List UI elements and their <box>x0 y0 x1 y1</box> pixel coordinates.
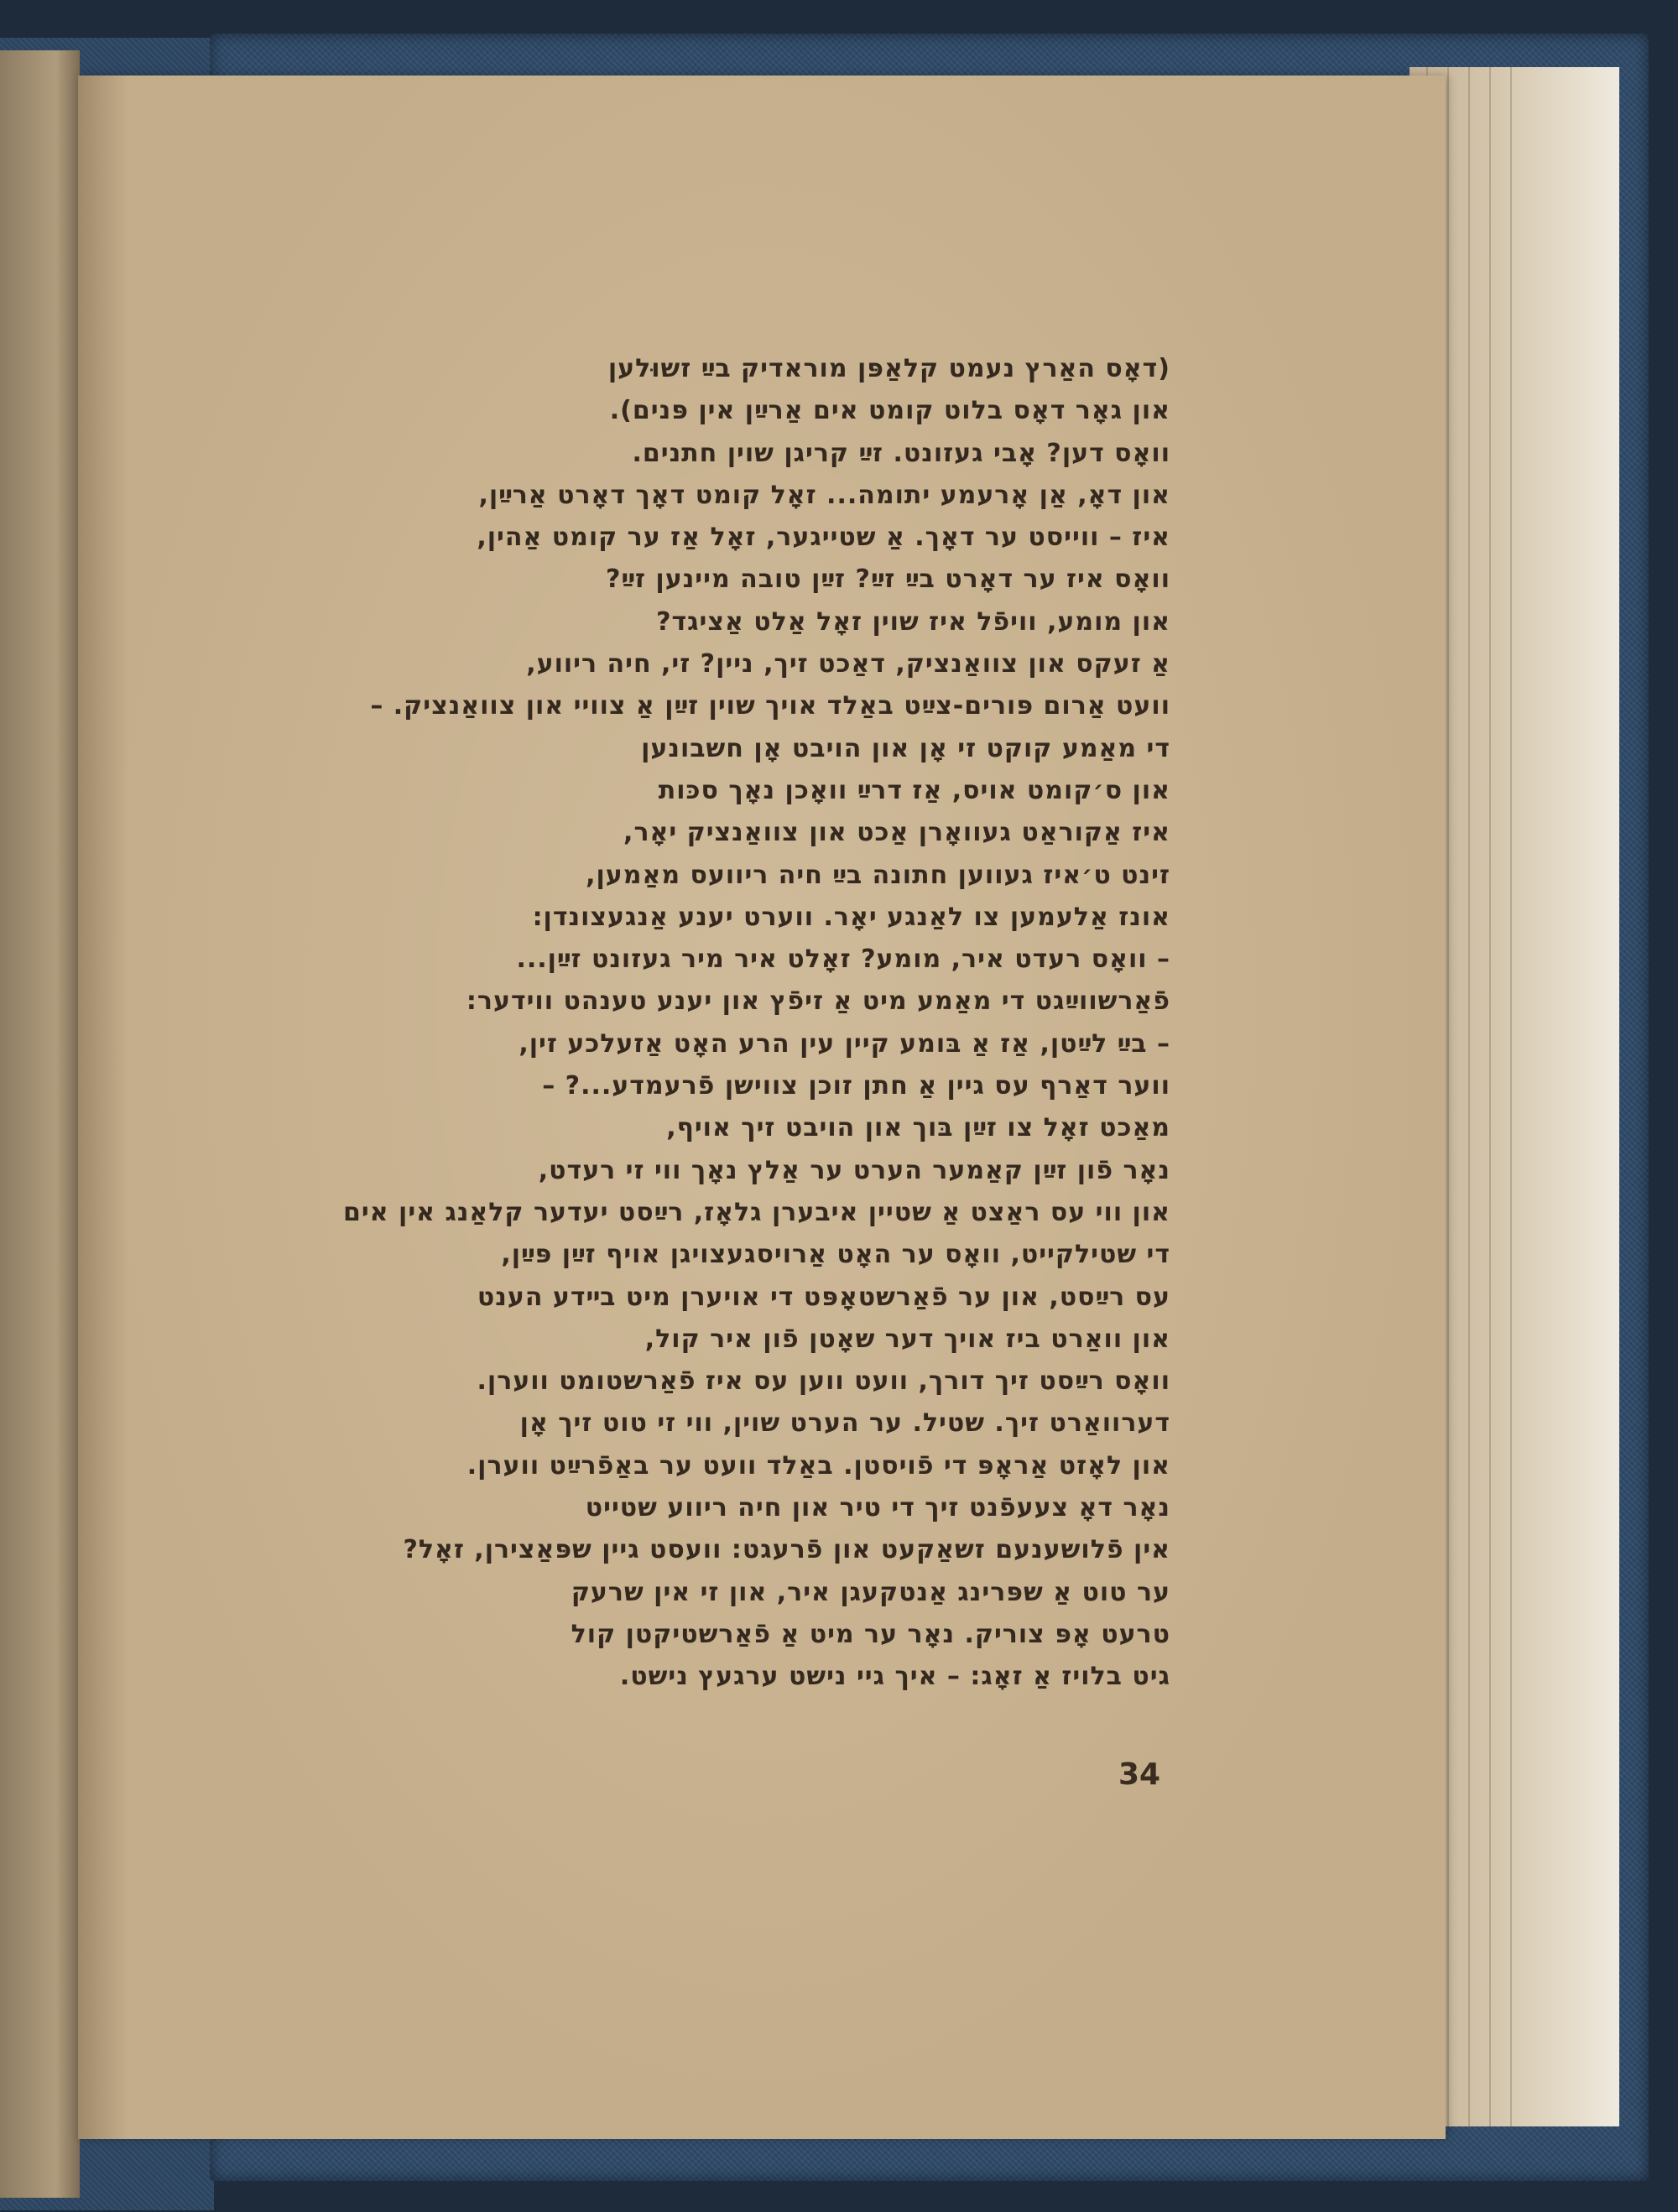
page-gutter <box>78 75 128 2139</box>
poem-text <box>227 348 1170 1699</box>
text-line: פֿאַרשווײַגט די מאַמע מיט אַ זיפֿץ און יענע טענהט ווידער: <box>466 986 1170 1017</box>
text-line: וואָס דען? אָבי געזונט. זײַ קריגן שוין חתנים. <box>632 438 1170 468</box>
text-line: און גאָר דאָס בלוט קומט אים אַרײַן אין פּנים). <box>609 396 1170 426</box>
text-line: נאָר דאָ צעעפֿנט זיך די טיר און חיה ריווע שטייט <box>585 1493 1170 1523</box>
text-line: וועט אַרום פּורים-צײַט באַלד אויך שוין זײַן אַ צוויי און צוואַנציק. – <box>370 691 1170 721</box>
text-line: – בײַ לײַטן, אַז אַ בּומע קיין עין הרע האָט אַזעלכע זין, <box>519 1028 1170 1059</box>
text-line: ער טוט אַ שפּרינג אַנטקעגן איר, און זי אין שרעק <box>571 1577 1170 1607</box>
text-line: עס רײַסט, און ער פֿאַרשטאָפּט די אויערן מיט בײדע הענט <box>477 1282 1170 1312</box>
text-line: איז – ווייסט ער דאָך. אַ שטייגער, זאָל אַז ער קומט אַהין, <box>477 523 1170 553</box>
text-line: און לאָזט אַראָפּ די פֿויסטן. באַלד וועט ער באַפֿרײַט ווערן. <box>466 1450 1170 1481</box>
text-line: אין פֿלושענעם זשאַקעט און פֿרעגט: וועסט גיין שפּאַצירן, זאָל? <box>403 1535 1170 1565</box>
text-line: און דאָ, אַן אָרעמע יתומה... זאָל קומט דאָך דאָרט אַרײַן, <box>478 480 1170 510</box>
text-line: וואָס רײַסט זיך דורך, וועט ווען עס איז פֿאַרשטומט ווערן. <box>477 1366 1170 1397</box>
text-line: ווער דאַרף עס גיין אַ חתן זוכן צווישן פֿרעמדע...? – <box>542 1071 1170 1101</box>
text-line: נאָר פֿון זײַן קאַמער הערט ער אַלץ נאָך ווי זי רעדט, <box>538 1155 1170 1185</box>
page-number: 34 <box>1118 1757 1161 1792</box>
text-line: און ווי עס ראַצט אַ שטיין איבערן גלאָז, רײַסט יעדער קלאַנג אין אים <box>343 1197 1170 1227</box>
text-line: – וואָס רעדט איר, מומע? זאָלט איר מיר געזונט זײַן... <box>516 945 1170 975</box>
text-line: און מומע, וויפֿל איז שוין זאָל אַלט אַציגד? <box>656 606 1170 637</box>
text-line: אַ זעקס און צוואַנציק, דאַכט זיך, ניין? זי, חיה ריווע, <box>526 649 1170 679</box>
text-line: (דאָס האַרץ נעמט קלאַפּן מוראדיק בײַ זשוּלען <box>607 354 1170 383</box>
text-line: און ס׳קומט אויס, אַז דרײַ וואָכן נאָך סכּות <box>658 775 1170 805</box>
previous-page-edge <box>0 50 80 2198</box>
text-line: איז אַקוראַט געוואָרן אַכט און צוואַנציק יאָר, <box>623 818 1170 848</box>
text-line: גיט בלויז אַ זאָג: – איך גיי נישט ערגעץ נישט. <box>619 1662 1170 1692</box>
text-line: וואָס איז ער דאָרט בײַ זײַ? זײַן טובה מיינען זײַ? <box>605 565 1170 595</box>
text-line: מאַכט זאָל צו זײַן בּוך און הויבט זיך אויף, <box>666 1113 1170 1143</box>
text-line: דערוואַרט זיך. שטיל. ער הערט שוין, ווי זי טוט זיך אָן <box>519 1408 1170 1439</box>
text-line: טרעט אָפּ צוריק. נאָר ער מיט אַ פֿאַרשטיקטן קול <box>571 1619 1170 1649</box>
text-line: די מאַמע קוקט זי אָן און הויבט אָן חשבונען <box>641 733 1170 763</box>
text-line: זינט ט׳איז געווען חתונה בײַ חיה ריוועס מאַמען, <box>586 860 1170 890</box>
text-line: די שטילקייט, וואָס ער האָט אַרויסגעצויגן אויף זײַן פּײַן, <box>501 1240 1170 1270</box>
text-line: און וואַרט ביז אויך דער שאָטן פֿון איר קול, <box>644 1324 1170 1354</box>
text-line: אונז אַלעמען צו לאַנגע יאָר. ווערט יענע אַנגעצונדן: <box>532 902 1170 932</box>
